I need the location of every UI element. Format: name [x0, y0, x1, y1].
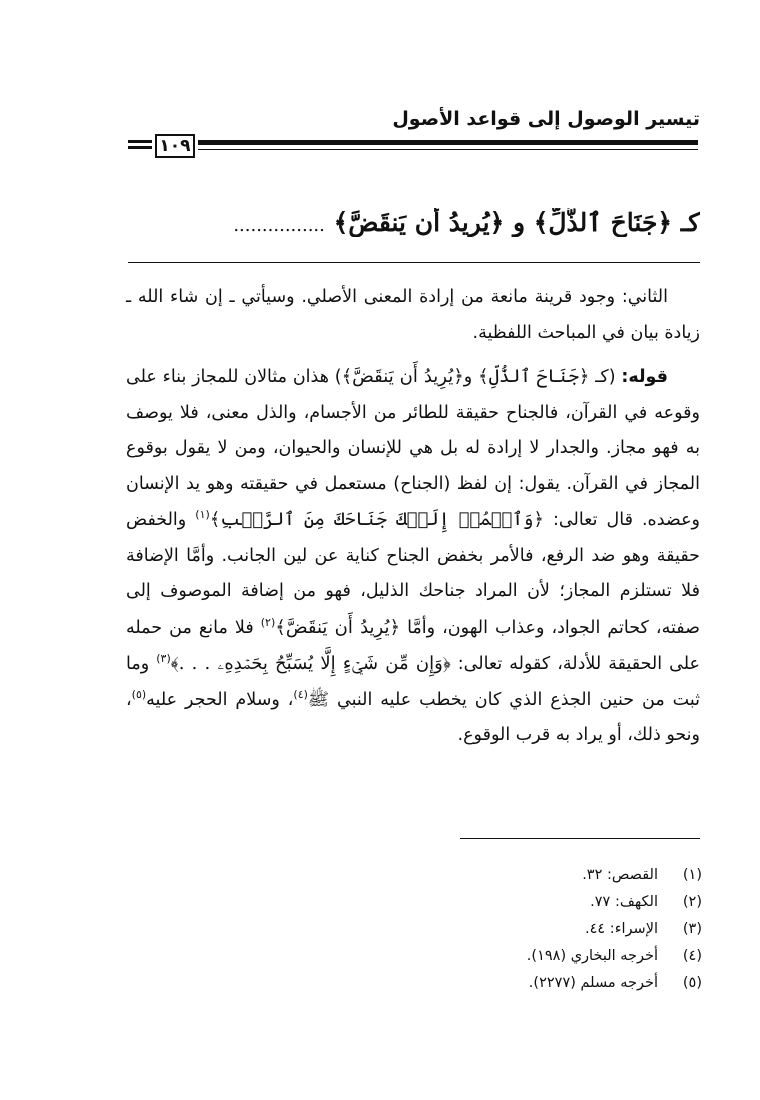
footnote-item [527, 862, 702, 889]
footnotes-list [527, 862, 702, 997]
heading-rule [128, 262, 700, 263]
entry-prefix: كـ [680, 208, 700, 237]
footnote-number: (٤) [682, 948, 702, 964]
page-number: ١٠٩ [155, 134, 195, 158]
entry-conjunction: و [512, 208, 526, 237]
para2-seg-4: والخفض حقيقة وهو ضد الرفع، فالأمر بخفض الجناح كناية عن لين الجانب. وأمَّا الإضافة فلا تستلزم المجاز؛ لأن المراد جناحك الذليل، فهو من إضافة الموصوف إلى صفته، كحاتم الجواد، وعذاب الهون، وأمَّا [126, 510, 700, 638]
footnote-separator [460, 838, 700, 839]
para2-seg-1: (كـ [595, 367, 616, 387]
footnote-item [527, 970, 702, 997]
para2-seg-5: فلا مانع من حمله على الحقيقة للأدلة، كقوله تعالى: [126, 617, 700, 674]
para2-seg-7: ، وسلام الحجر عليه [146, 689, 294, 710]
header-rule-thin [198, 149, 698, 150]
footnote-item [527, 889, 702, 916]
header-rule-left [128, 140, 152, 152]
header-rule-thick [198, 140, 698, 145]
para2-seg-2: و [463, 367, 473, 387]
paragraph-1: الثاني: وجود قرينة مانعة من إرادة المعنى الأصلي. وسيأتي ـ إن شاء الله ـ زيادة بيان في المباحث اللفظية. [126, 287, 700, 343]
footnote-text: الإسراء: ٤٤. [585, 921, 658, 937]
footnote-number: (١) [682, 867, 702, 883]
footnote-item [527, 943, 702, 970]
running-title: تيسير الوصول إلى قواعد الأصول [392, 108, 700, 130]
entry-verse-1: ﴿جَنَاحَ ٱلذُّلِّ﴾ [533, 208, 673, 237]
entry-leader-dots: ................ [233, 215, 325, 236]
footnote-ref-3[interactable]: (٣) [156, 652, 171, 666]
entry-heading [128, 208, 700, 237]
paragraph-2 [126, 359, 700, 754]
footnote-ref-2[interactable]: (٢) [260, 615, 276, 629]
para2-seg-3: ) هذان مثالان للمجاز بناء على وقوعه في القرآن، فالجناح حقيقة للطائر من الأجسام، والذل معنى، فلا يوصف به فهو مجاز. والجدار لا إرادة له بل هي للإنسان والحيوان، ومن لا يقول بوقوع المجاز في القرآن. يقول: إن لفظ (الجناح) مستعمل في حقيقته وهو يد الإنسان وعضده. قال تعالى: [126, 367, 700, 530]
entry-verse-2: ﴿يُرِيدُ أَن يَنقَضَّ﴾ [333, 208, 505, 237]
quran-verse-5: ﴿وَإِن مِّن شَيۡءٍ إِلَّا يُسَبِّحُ بِحَمۡدِهِۦ . . .﴾ [170, 653, 451, 674]
footnote-number: (٥) [682, 975, 702, 991]
qawluh-label: قوله: [621, 367, 668, 387]
footnote-text: أخرجه البخاري (١٩٨). [526, 948, 658, 964]
footnote-text: القصص: ٣٢. [582, 867, 658, 883]
footnote-number: (٣) [682, 921, 702, 937]
quran-verse-3: ﴿وَٱضۡمُمۡ إِلَيۡكَ جَنَاحَكَ مِنَ ٱلرَّهۡبِ﴾ [209, 509, 544, 530]
quran-verse-2: ﴿يُرِيدُ أَن يَنقَضَّ﴾ [341, 366, 464, 387]
footnote-ref-5[interactable]: (٥) [131, 687, 147, 701]
para2-seg-6: وما ثبت من حنين الجذع الذي كان يخطب عليه النبي ﷺ [126, 654, 700, 710]
body-text [126, 280, 700, 754]
quran-verse-4: ﴿يُرِيدُ أَن يَنقَضَّ﴾ [275, 616, 401, 638]
footnote-text: الكهف: ٧٧. [590, 894, 658, 910]
footnote-text: أخرجه مسلم (٢٢٧٧). [528, 975, 658, 991]
footnote-item [527, 916, 702, 943]
footnote-ref-1[interactable]: (١) [195, 508, 210, 522]
footnote-number: (٢) [682, 894, 702, 910]
quran-verse-1: ﴿جَنَاحَ ٱلذُّلِّ﴾ [478, 366, 590, 387]
para2-seg-8: ، ونحو ذلك، أو يراد به قرب الوقوع. [126, 689, 700, 745]
footnote-ref-4[interactable]: (٤) [293, 687, 308, 701]
